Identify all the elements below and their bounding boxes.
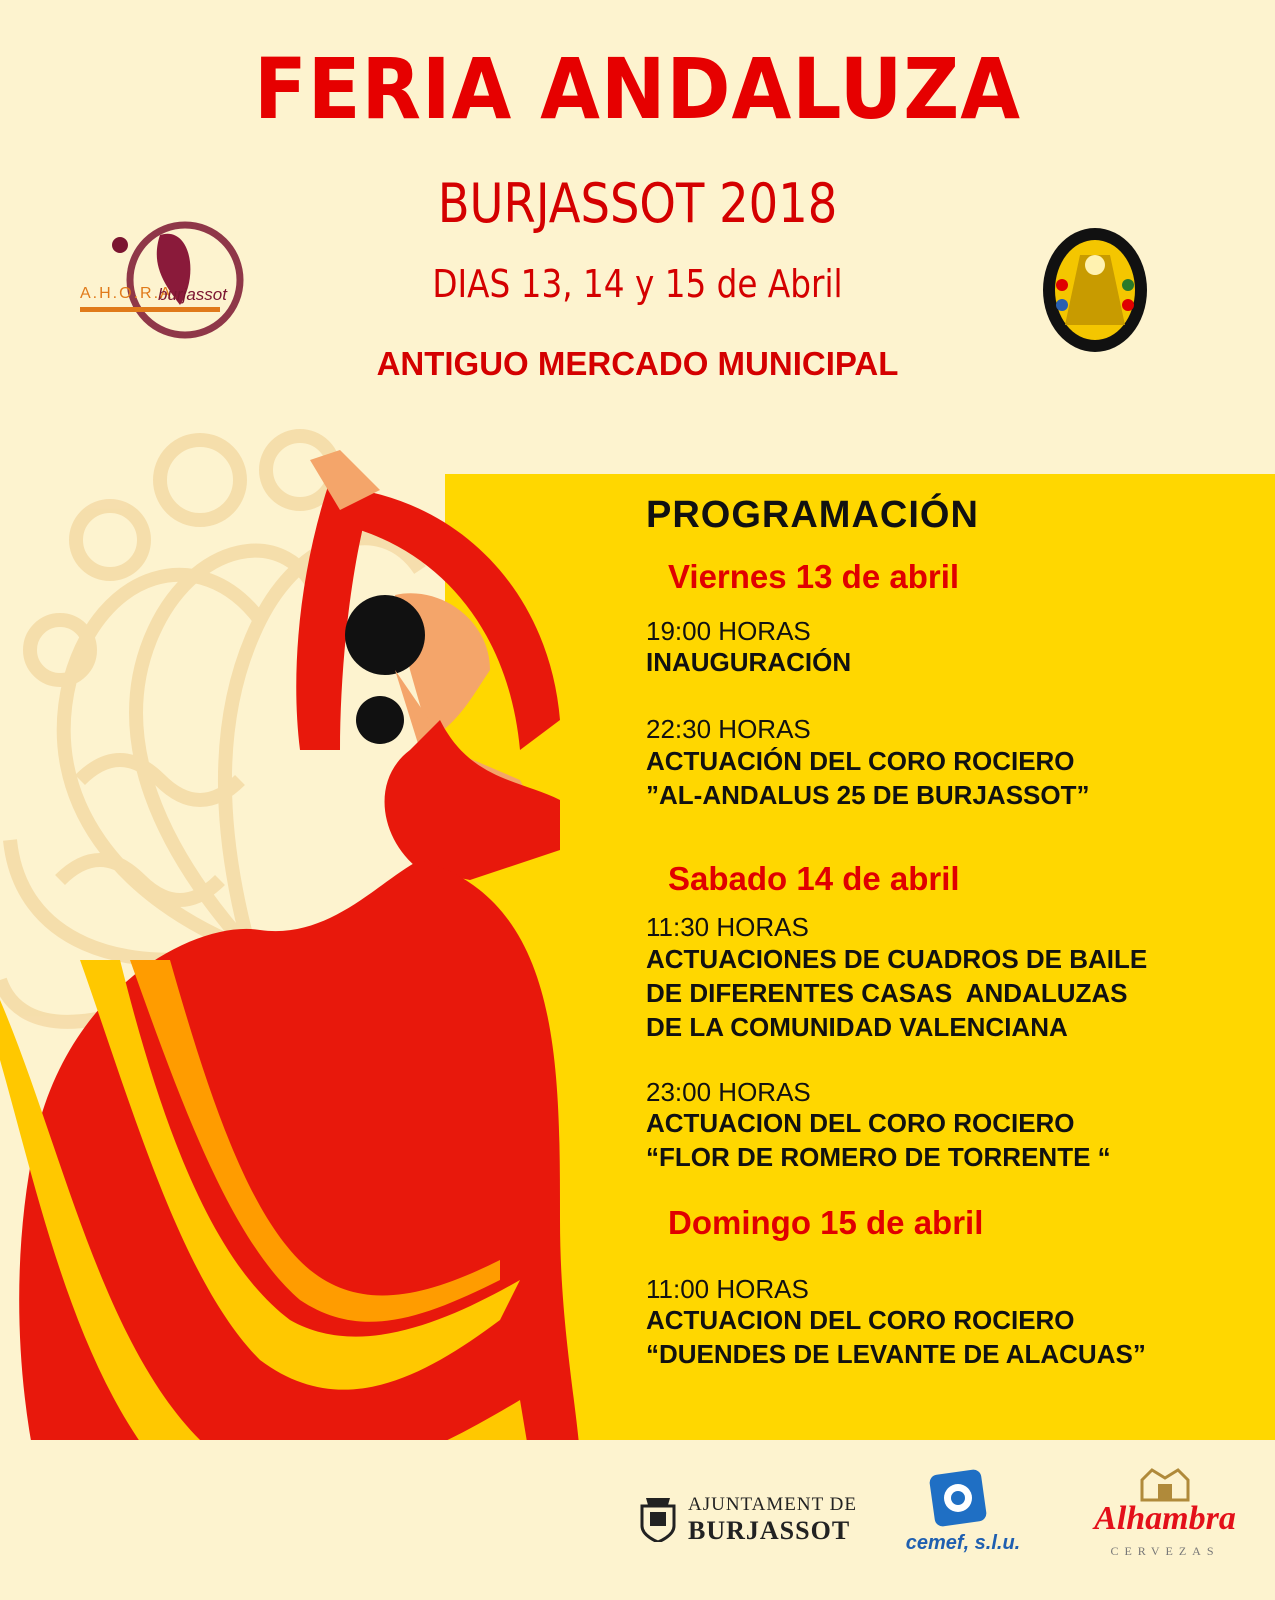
event-subtitle: BURJASSOT 2018 [437,172,838,235]
day-label: Sabado 14 de abril [668,860,960,897]
ahora-logo-name: A.H.O.R.A. [80,285,180,302]
ahora-logo-sub: burjassot [158,285,227,304]
ajuntament-line2: BURJASSOT [688,1516,851,1545]
alhambra-crest-icon [1138,1466,1192,1502]
event-venue: ANTIGUO MERCADO MUNICIPAL [376,345,899,382]
day-label: Viernes 13 de abril [668,558,960,595]
event-description: ACTUACIONES DE CUADROS DE BAILE DE DIFERENTES CASAS ANDALUZAS DE LA COMUNIDAD VALENCIANA [646,944,1148,1042]
ahora-logo-bar [80,307,220,312]
event-time: 22:30 HORAS [646,714,811,744]
program-heading: PROGRAMACIÓN [646,494,979,536]
event-time: 23:00 HORAS [646,1077,811,1107]
ajuntament-logo [638,1490,857,1550]
wine-ring-icon [80,215,250,345]
cemef-mark-icon [928,1466,988,1528]
al-andalus-logo [1040,225,1150,355]
event-time: 11:30 HORAS [646,912,809,942]
cemef-logo [898,1466,1028,1556]
event-dates: DIAS 13, 14 y 15 de Abril [432,262,843,306]
alhambra-sub: CERVEZAS [1110,1544,1220,1558]
coat-of-arms-icon [638,1496,678,1542]
event-time: 19:00 HORAS [646,616,811,646]
flamenco-dancer-illustration [0,420,640,1600]
cemef-name: cemef, s.l.u. [905,1532,1021,1554]
alhambra-logo [1090,1466,1240,1566]
day-label: Domingo 15 de abril [668,1204,984,1241]
event-description: ACTUACION DEL CORO ROCIERO “DUENDES DE LEVANTE DE ALACUAS” [646,1305,1146,1369]
event-time: 11:00 HORAS [646,1274,809,1304]
event-description: INAUGURACIÓN [646,647,852,677]
alhambra-name: Alhambra [1094,1500,1236,1537]
virgin-emblem-icon [1040,225,1150,355]
event-description: ACTUACIÓN DEL CORO ROCIERO ”AL-ANDALUS 25 DE BURJASSOT” [646,746,1090,810]
ahora-logo [80,215,250,345]
event-description: ACTUACION DEL CORO ROCIERO “FLOR DE ROMERO DE TORRENTE “ [646,1108,1111,1172]
page-title: FERIA ANDALUZA [254,40,1021,138]
ajuntament-line1: AJUNTAMENT DE [688,1494,857,1515]
